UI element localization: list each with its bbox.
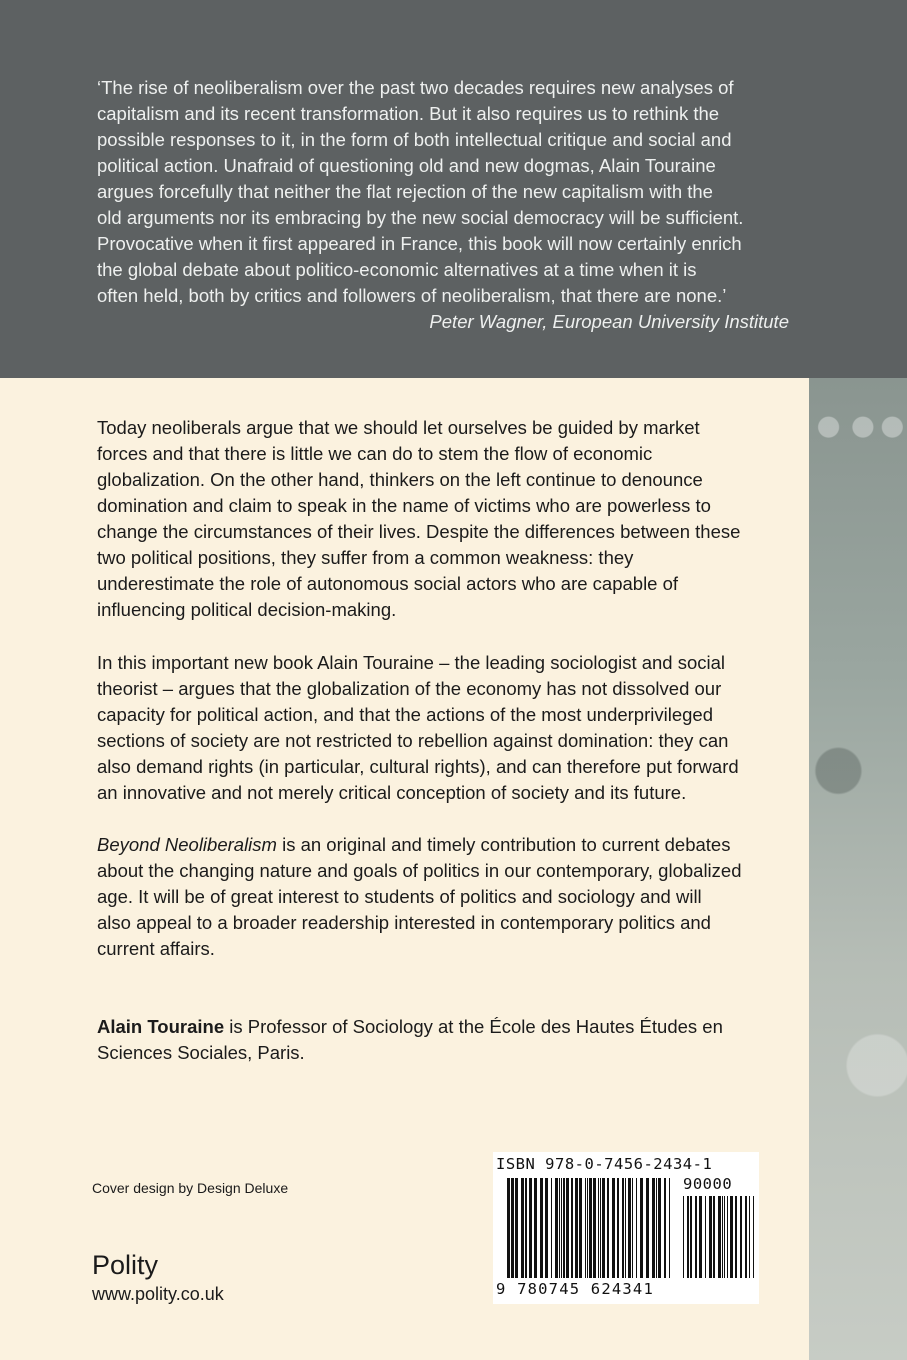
text-line: also appeal to a broader readership interested in contemporary politics and (97, 912, 711, 933)
text-line: underestimate the role of autonomous social actors who are capable of (97, 573, 679, 594)
quote-attribution: Peter Wagner, European University Institute (429, 311, 789, 332)
cover-design-credit: Cover design by Design Deluxe (92, 1180, 289, 1196)
barcode-bar (628, 1178, 631, 1278)
barcode-bar (511, 1178, 514, 1278)
text-line: Today neoliberals argue that we should let ourselves be guided by market (97, 417, 700, 438)
barcode-bar (607, 1178, 609, 1278)
barcode-bar (525, 1178, 527, 1278)
description-paragraph-2 (97, 650, 797, 806)
barcode-bar (521, 1178, 524, 1278)
quote-line: political action. Unafraid of questioning old and new dogmas, Alain Touraine (97, 155, 716, 176)
barcode-bar (602, 1178, 605, 1278)
barcode-bar (600, 1178, 601, 1278)
quote-line: often held, both by critics and followers of neoliberalism, that there are none.’ (97, 285, 727, 306)
quote-line: the global debate about politico-economic alternatives at a time when it is (97, 259, 697, 280)
barcode-main-bars (507, 1178, 670, 1278)
isbn-label: ISBN 978-0-7456-2434-1 (496, 1155, 713, 1173)
barcode-bar (690, 1196, 692, 1278)
decorative-side-strip (809, 378, 907, 1360)
barcode-addon-bars (683, 1196, 754, 1278)
text-line: change the circumstances of their lives. Despite the differences between these (97, 521, 741, 542)
text-line: influencing political decision-making. (97, 599, 397, 620)
text-line: domination and claim to speak in the name of victims who are powerless to (97, 495, 711, 516)
barcode-bar (598, 1178, 599, 1278)
barcode-bar (555, 1178, 558, 1278)
barcode-bar (735, 1196, 737, 1278)
barcode-bar (727, 1196, 728, 1278)
barcode-bar (713, 1196, 715, 1278)
text-line: also demand rights (in particular, cultural rights), and can therefore put forward (97, 756, 739, 777)
author-name: Alain Touraine (97, 1016, 225, 1037)
quote-line: old arguments nor its embracing by the new social democracy will be sufficient. (97, 207, 744, 228)
review-quote (97, 75, 797, 309)
quote-line: possible responses to it, in the form of both intellectual critique and social and (97, 129, 732, 150)
barcode-bar (724, 1196, 725, 1278)
barcode-bar (640, 1178, 643, 1278)
barcode-bar (683, 1196, 684, 1278)
barcode-bar (722, 1196, 723, 1278)
barcode-bar (652, 1178, 655, 1278)
texture-pattern (809, 378, 907, 1360)
barcode-bar (669, 1178, 670, 1278)
barcode-bar (575, 1178, 578, 1278)
barcode-bar (695, 1196, 697, 1278)
text-line: is Professor of Sociology at the École des Hautes Études en (224, 1016, 723, 1037)
barcode-bar (571, 1178, 573, 1278)
barcode-bar (507, 1178, 510, 1278)
barcode-bar (566, 1178, 569, 1278)
barcode-bar (585, 1178, 586, 1278)
barcode-bar (551, 1178, 552, 1278)
barcode-bar (646, 1178, 649, 1278)
barcode-bar (587, 1178, 588, 1278)
barcode-bar (559, 1178, 560, 1278)
barcode-bar (617, 1178, 619, 1278)
barcode-bar (745, 1196, 747, 1278)
quote-line: capitalism and its recent transformation. But it also requires us to rethink the (97, 103, 720, 124)
barcode-bar (687, 1196, 689, 1278)
barcode-bar (589, 1178, 592, 1278)
text-line: capacity for political action, and that the actions of the most underprivileged (97, 704, 713, 725)
text-line: globalization. On the other hand, thinkers on the left continue to denounce (97, 469, 703, 490)
quote-line: argues forcefully that neither the flat rejection of the new capitalism with the (97, 181, 713, 202)
publisher-logo: Polity (92, 1250, 159, 1280)
barcode-bar (515, 1178, 518, 1278)
book-title: Beyond Neoliberalism (97, 834, 277, 855)
barcode-bar (718, 1196, 721, 1278)
barcode-bar (632, 1178, 633, 1278)
barcode-bar (622, 1178, 624, 1278)
text-line: two political positions, they suffer from a common weakness: they (97, 547, 634, 568)
barcode-bar (753, 1196, 754, 1278)
barcode-bar (593, 1178, 596, 1278)
quote-line: ‘The rise of neoliberalism over the past two decades requires new analyses of (97, 77, 734, 98)
quote-line: Provocative when it first appeared in France, this book will now certainly enrich (97, 233, 742, 254)
barcode-bar (749, 1196, 750, 1278)
barcode-bar (579, 1178, 582, 1278)
barcode-bar (540, 1178, 543, 1278)
barcode-bar (612, 1178, 615, 1278)
text-line: age. It will be of great interest to students of politics and sociology and will (97, 886, 702, 907)
barcode-bar (730, 1196, 733, 1278)
barcode-bar (709, 1196, 712, 1278)
barcode-digits: 9 780745 624341 (496, 1280, 654, 1298)
barcode-bar (529, 1178, 532, 1278)
author-bio (97, 1014, 797, 1066)
barcode-bar (658, 1178, 661, 1278)
barcode-bar (636, 1178, 637, 1278)
price-addon-number: 90000 (683, 1175, 733, 1193)
barcode-bar (534, 1178, 537, 1278)
text-line: current affairs. (97, 938, 215, 959)
text-line: sections of society are not restricted to rebellion against domination: they can (97, 730, 729, 751)
barcode-bar (699, 1196, 702, 1278)
barcode-bar (705, 1196, 706, 1278)
text-line: In this important new book Alain Touraine – the leading sociologist and social (97, 652, 726, 673)
barcode-bar (740, 1196, 742, 1278)
text-line: theorist – argues that the globalization of the economy has not dissolved our (97, 678, 722, 699)
text-line: forces and that there is little we can do to stem the flow of economic (97, 443, 653, 464)
barcode-bar (563, 1178, 565, 1278)
barcode-bar (625, 1178, 626, 1278)
text-line: an innovative and not merely critical conception of society and its future. (97, 782, 687, 803)
barcode-bar (545, 1178, 548, 1278)
barcode-bar (664, 1178, 666, 1278)
text-line: about the changing nature and goals of politics in our contemporary, globalized (97, 860, 742, 881)
publisher-url: www.polity.co.uk (92, 1284, 224, 1304)
description-paragraph-3 (97, 832, 797, 962)
text-line: Sciences Sociales, Paris. (97, 1042, 305, 1063)
barcode-bar (561, 1178, 562, 1278)
barcode-bar (656, 1178, 657, 1278)
text-line: is an original and timely contribution to current debates (276, 834, 731, 855)
description-paragraph-1 (97, 415, 797, 623)
isbn-barcode (493, 1152, 759, 1304)
quote-band (0, 0, 907, 378)
